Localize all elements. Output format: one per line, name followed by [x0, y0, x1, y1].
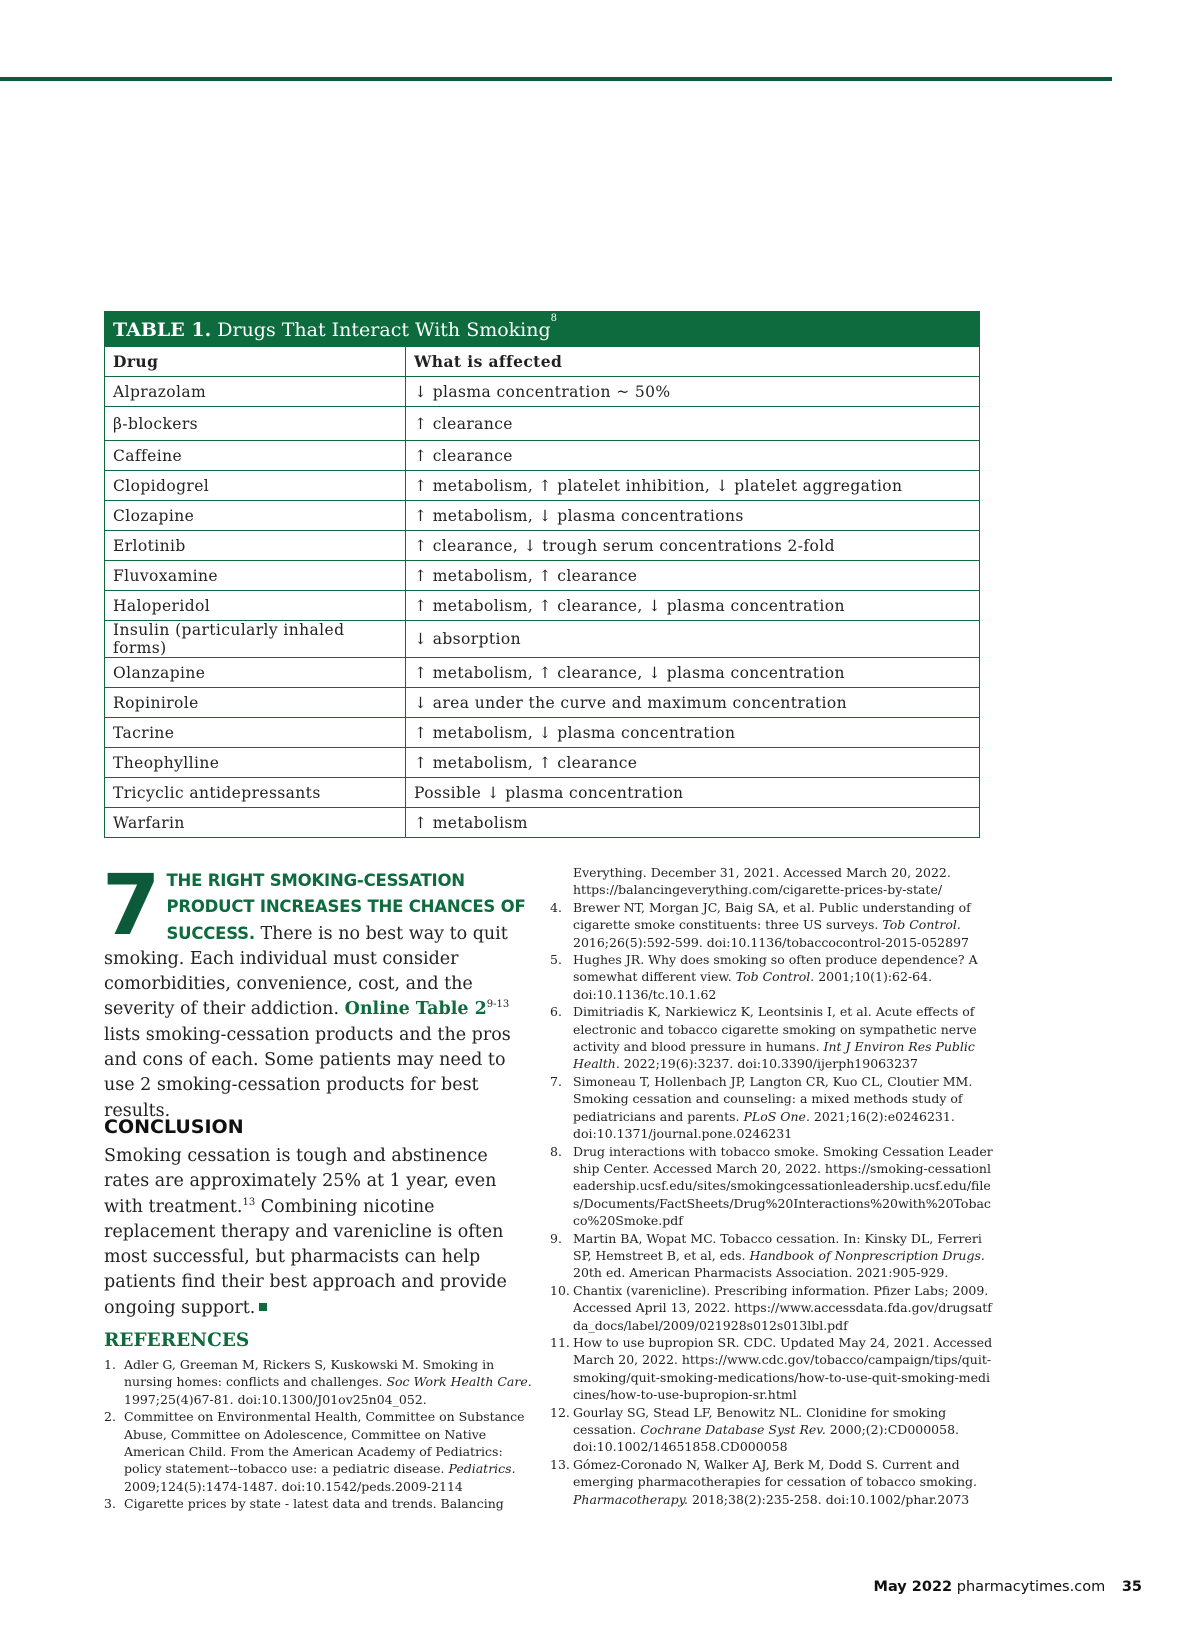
effect-cell: ↓ absorption — [406, 621, 980, 658]
table-title — [105, 312, 979, 346]
reference-item — [104, 1356, 544, 1408]
conclusion-section — [104, 1116, 536, 1321]
effect-cell: ↑ clearance — [406, 407, 980, 441]
reference-item — [550, 1334, 996, 1404]
effect-cell: ↑ clearance, ↓ trough serum concentrations 2-fold — [406, 531, 980, 561]
reference-text: Everything. December 31, 2021. Accessed March 20, 2022. https://balancingeverything.com/cigarette-prices-by-state/ — [573, 865, 951, 898]
reference-text: Dimitriadis K, Narkiewicz K, Leontsinis I, et al. Acute effects of electronic and tobacco cigarette smoking on sympathetic nerve activity and blood pressure in humans. — [573, 1004, 977, 1055]
reference-text: 1997;25(4)67-81. doi:10.1300/J01ov25n04_052. — [124, 1391, 427, 1407]
reference-number: 7. — [550, 1073, 562, 1089]
table-row — [105, 407, 979, 441]
reference-text: Brewer NT, Morgan JC, Baig SA, et al. Public understanding of cigarette smoke constituents: three US surveys. — [573, 899, 971, 933]
table-row — [105, 621, 979, 658]
drug-cell: Clopidogrel — [105, 471, 406, 501]
references-column-right — [550, 864, 996, 1508]
table-row — [105, 441, 979, 471]
reference-journal: Pediatrics. — [448, 1461, 516, 1477]
drug-cell: Haloperidol — [105, 591, 406, 621]
reference-list — [550, 864, 996, 1508]
drug-cell: Tricyclic antidepressants — [105, 778, 406, 808]
drug-cell: Olanzapine — [105, 658, 406, 688]
reference-journal: Pharmacotherapy. — [573, 1491, 688, 1507]
table-header-row — [105, 347, 979, 377]
reference-journal: Soc Work Health Care. — [386, 1374, 532, 1390]
reference-number: 13. — [550, 1456, 570, 1472]
reference-list — [104, 1356, 544, 1513]
reference-item — [550, 899, 996, 951]
drug-cell: Alprazolam — [105, 377, 406, 407]
drug-cell: β-blockers — [105, 407, 406, 441]
table-row — [105, 377, 979, 407]
drug-cell: Ropinirole — [105, 688, 406, 718]
table-row — [105, 778, 979, 808]
issue-date: May 2022 — [873, 1579, 953, 1595]
site-name: pharmacytimes.com — [956, 1579, 1106, 1595]
column-header-drug: Drug — [105, 347, 406, 377]
reference-item — [104, 1408, 544, 1495]
reference-item — [550, 951, 996, 1003]
reference-item — [104, 1495, 544, 1512]
reference-text: Chantix (varenicline). Prescribing information. Pfizer Labs; 2009. Accessed April 13, 2022. https://www.accessdata.fda.gov/drugsatfda_docs/label/2009/021928s012s013lbl.pdf — [573, 1282, 992, 1333]
reference-item-continued — [550, 864, 996, 899]
reference-item — [550, 1143, 996, 1230]
top-rule — [0, 77, 1112, 81]
drug-cell: Clozapine — [105, 501, 406, 531]
effect-cell: ↑ metabolism, ↑ clearance — [406, 748, 980, 778]
reference-text: Gourlay SG, Stead LF, Benowitz NL. Clonidine for smoking cessation. — [573, 1404, 947, 1437]
reference-number: 6. — [550, 1004, 562, 1020]
table-label: TABLE 1. — [113, 319, 212, 341]
column-header-affected: What is affected — [406, 347, 980, 377]
reference-item — [550, 1003, 996, 1073]
reference-journal: Tob Control. — [882, 917, 961, 933]
reference-journal: Int J Environ Res Public Health. — [573, 1039, 975, 1072]
reference-journal: PLoS One. — [743, 1108, 810, 1124]
reference-item — [550, 1282, 996, 1334]
reference-number: 12. — [550, 1404, 570, 1420]
reference-text: Martin BA, Wopat MC. Tobacco cessation. In: Kinsky DL, Ferreri SP, Hemstreet B, et al, eds. — [573, 1230, 982, 1263]
reference-item — [550, 1230, 996, 1282]
section-7 — [102, 856, 536, 1124]
reference-text: Adler G, Greeman M, Rickers S, Kuskowski M. Smoking in nursing homes: conflicts and challenges. — [124, 1357, 495, 1390]
effect-cell: ↑ metabolism, ↓ plasma concentrations — [406, 501, 980, 531]
effect-cell: ↓ plasma concentration ~ 50% — [406, 377, 980, 407]
reference-item — [550, 1404, 996, 1456]
table-row — [105, 501, 979, 531]
reference-number: 5. — [550, 952, 562, 968]
table-row — [105, 471, 979, 501]
reference-text: 2021;16(2):e0246231. doi:10.1371/journal.pone.0246231 — [573, 1108, 955, 1142]
effect-cell: ↑ metabolism — [406, 808, 980, 838]
table-row — [105, 531, 979, 561]
conclusion-text — [104, 1144, 536, 1321]
reference-number: 4. — [550, 899, 562, 915]
reference-text: Simoneau T, Hollenbach JP, Langton CR, Kuo CL, Cloutier MM. Smoking cessation and counseling: a mixed methods study of pediatricians and parents. — [573, 1073, 973, 1124]
reference-item — [550, 1456, 996, 1508]
table-body — [105, 346, 979, 837]
reference-text: 2000;(2):CD000058. doi:10.1002/14651858.CD000058 — [573, 1422, 960, 1455]
effect-cell: ↑ metabolism, ↑ clearance, ↓ plasma concentration — [406, 658, 980, 688]
conclusion-text-1: Smoking cessation is tough and abstinence rates are approximately 25% at 1 year, even with treatment. — [104, 1146, 497, 1217]
table-row — [105, 808, 979, 838]
section-number: 7 — [102, 856, 161, 954]
reference-item — [550, 1073, 996, 1143]
effect-cell: ↓ area under the curve and maximum concentration — [406, 688, 980, 718]
table-row — [105, 591, 979, 621]
page-number: 35 — [1121, 1579, 1142, 1595]
section-heading: THE RIGHT SMOKING-CESSATION PRODUCT INCREASES THE CHANCES OF SUCCESS. — [166, 871, 526, 943]
reference-journal: Handbook of Nonprescription Drugs. — [749, 1247, 985, 1263]
table-row — [105, 561, 979, 591]
references-column-left — [104, 1356, 544, 1513]
reference-text: 2016;26(5):592-599. doi:10.1136/tobaccocontrol-2015-052897 — [573, 934, 969, 950]
drug-cell: Caffeine — [105, 441, 406, 471]
effect-cell: ↑ metabolism, ↑ clearance, ↓ plasma concentration — [406, 591, 980, 621]
page-footer — [874, 1579, 1142, 1595]
effect-cell: Possible ↓ plasma concentration — [406, 778, 980, 808]
drug-interaction-table — [104, 311, 980, 838]
reference-number: 2. — [104, 1409, 116, 1425]
drug-cell: Warfarin — [105, 808, 406, 838]
table-row — [105, 748, 979, 778]
reference-journal: Tob Control. — [735, 969, 815, 985]
reference-text: Hughes JR. Why does smoking so often produce dependence? A somewhat different view. — [573, 952, 978, 985]
online-table-ref: 9-13 — [486, 999, 510, 1011]
conclusion-ref: 13 — [242, 1196, 256, 1208]
reference-number: 11. — [550, 1334, 570, 1350]
reference-text: Committee on Environmental Health, Committee on Substance Abuse, Committee on Adolescence, Committee on Native American Child. From the American Academy of Pediatrics: policy statement--tobacco use: a pediatric disease. — [124, 1409, 525, 1477]
reference-text: Drug interactions with tobacco smoke. Smoking Cessation Leadership Center. Accessed March 20, 2022. https://smoking-cessationleadership.ucsf.edu/sites/smokingcessationleadership.ucsf.edu/files/Documents/FactSheets/Drug%20Interactions%20with%20Tobacco%20Smoke.pdf — [573, 1143, 993, 1229]
drug-cell: Fluvoxamine — [105, 561, 406, 591]
reference-text: 2018;38(2):235-258. doi:10.1002/phar.2073 — [688, 1491, 970, 1507]
section-text-1: There is no best way to quit smoking. Each individual must consider comorbidities, convenience, cost, and the severity of their addiction. — [104, 923, 508, 1020]
effect-cell: ↑ metabolism, ↑ clearance — [406, 561, 980, 591]
table-row — [105, 688, 979, 718]
effect-cell: ↑ metabolism, ↓ plasma concentration — [406, 718, 980, 748]
drug-cell: Erlotinib — [105, 531, 406, 561]
references-heading: REFERENCES — [104, 1330, 250, 1351]
table-row — [105, 658, 979, 688]
table-title-ref: 8 — [550, 313, 558, 324]
drug-cell: Tacrine — [105, 718, 406, 748]
reference-number: 3. — [104, 1496, 116, 1512]
reference-journal: Cochrane Database Syst Rev. — [640, 1422, 826, 1437]
reference-text: How to use bupropion SR. CDC. Updated May 24, 2021. Accessed March 20, 2022. https://www.cdc.gov/tobacco/campaign/tips/quit-smoking/quit-smoking-medications/how-to-use-quit-smoking-medicines/how-to-use-bupropion-sr.html — [573, 1334, 993, 1403]
reference-number: 8. — [550, 1143, 562, 1159]
reference-text: Cigarette prices by state - latest data and trends. Balancing — [124, 1496, 504, 1512]
reference-text: Gómez-Coronado N, Walker AJ, Berk M, Dodd S. Current and emerging pharmacotherapies for cessation of tobacco smoking. — [573, 1456, 978, 1490]
conclusion-heading: CONCLUSION — [104, 1116, 244, 1138]
end-mark-icon — [259, 1303, 267, 1311]
reference-text: 2022;19(6):3237. doi:10.3390/ijerph19063237 — [619, 1056, 918, 1072]
reference-number: 1. — [104, 1357, 116, 1372]
reference-text: 2001;10(1):62-64. doi:10.1136/tc.10.1.62 — [573, 969, 933, 1002]
online-table-link[interactable]: Online Table 2 — [344, 999, 487, 1020]
section-text-2: lists smoking-cessation products and the pros and cons of each. Some patients may need to use 2 smoking-cessation products for best results. — [104, 1024, 511, 1121]
drug-cell: Insulin (particularly inhaled forms) — [105, 621, 406, 658]
effect-cell: ↑ metabolism, ↑ platelet inhibition, ↓ platelet aggregation — [406, 471, 980, 501]
reference-text: 20th ed. American Pharmacists Association. 2021:905-929. — [573, 1265, 949, 1281]
reference-text: 2009;124(5):1474-1487. doi:10.1542/peds.2009-2114 — [124, 1478, 463, 1494]
reference-number: 10. — [550, 1282, 570, 1298]
table-title-text: Drugs That Interact With Smoking — [217, 319, 551, 341]
reference-number: 9. — [550, 1230, 562, 1246]
conclusion-text-2: Combining nicotine replacement therapy and varenicline is often most successful, but pharmacists can help patients find their best approach and provide ongoing support. — [104, 1196, 507, 1318]
table-row — [105, 718, 979, 748]
effect-cell: ↑ clearance — [406, 441, 980, 471]
drug-cell: Theophylline — [105, 748, 406, 778]
